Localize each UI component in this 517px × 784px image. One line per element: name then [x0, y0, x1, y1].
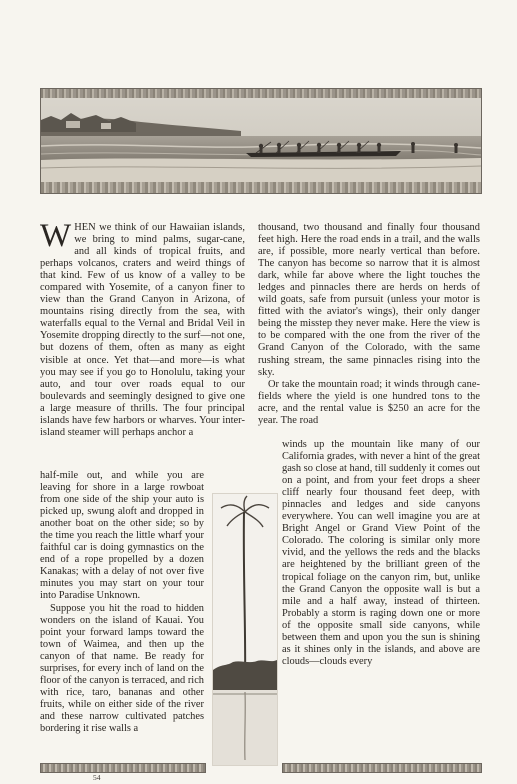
intro-paragraph: [40, 218, 245, 439]
right-paragraph-2: Or take the mountain road; it winds through cane-fields where the yield is one hundred tons to the acre, and the rental value is $250 an acre for the year. The road: [258, 378, 480, 426]
bottom-border-right: [282, 763, 482, 773]
intro-text: HEN we think of our Hawaiian islands, we bring to mind palms, sugar-cane, and all kinds of tropical fruits, and perhaps volcanos, craters and weird things of that kind. Few of us know of a valley to be compared with Yosemite, of a canyon finer to view than the Grand Canyon in Arizona, of mountains rising directly from the sea, with waterfalls equal to the Vernal and Bridal Veil in Yosemite dropping directly to the surf—not one, but dozens of them, often as many as eight visible at once. Yet that—and more—is what you may see if you go to Honolulu, taking your auto, and tour over roads equal to our boulevards and seemingly designed to give one a large measure of thrills. The four principal islands have few harbors or wharves. Your inter-island steamer will perhaps anchor a: [40, 222, 245, 438]
palm-tree-image: [213, 494, 277, 765]
page-number: 54: [93, 773, 101, 782]
drop-cap: W: [40, 218, 72, 254]
photo-border-top: [41, 89, 481, 98]
article-column-right: [258, 222, 480, 427]
left-narrow-paragraph-2: Suppose you hit the road to hidden wonders on the island of Kauai. You point your forward lamps toward the town of Waimea, and then up the canyon of that name. Be ready for surprises, for every inch of land on the floor of the canyon is terraced, and rich with rice, taro, bananas and other fruits, while on either side of the river and these narrow cultivated patches bordering it rise walls a: [40, 602, 204, 734]
beach-canoe-photo-image: [41, 98, 481, 182]
palm-tree-photo: [212, 493, 278, 766]
article-column-right-narrow: [282, 439, 480, 668]
article-column-left: [40, 218, 245, 439]
bottom-border-left: [40, 763, 206, 773]
beach-canoe-photo: [40, 88, 482, 194]
left-narrow-paragraph-1: half-mile out, and while you are leaving for shore in a large rowboat from one side of the ship your auto is picked up, swung aloft and dropped in another boat on the other side; so by the time you reach the little wharf your faithful car is doing gymnastics on the end of a rope propelled by a dozen Kanakas; with a delay of not over five minutes you may start on your tour into Paradise Unknown.: [40, 470, 204, 602]
right-paragraph-1: thousand, two thousand and finally four thousand feet high. Here the road ends in a trail, and the walls are, if possible, more nearly vertical than before. The canyon has become so narrow that it is almost dark, while far above where the light touches the ledges and pinnacles there are herds on herds of wild goats, safe from pursuit (unless your motor is fitted with the aviator's wings), their only danger being the misstep they never make. Here the view is to be compared with the one from the river of the Grand Canyon of the Colorado, with the same rushing stream, the same pinnacles rising into the sky.: [258, 222, 480, 378]
photo-border-bottom: [41, 182, 481, 193]
right-narrow-paragraph: winds up the mountain like many of our California grades, with never a hint of the great gash so close at hand, till suddenly it comes out on a point, and from your feet drops a sheer cliff nearly four thousand feet deep, with pinnacles and ledges and side canyons everywhere. You can well imagine you are at Bright Angel or Grand View Point of the Colorado. The coloring is similar only more vivid, and the yellows the reds and the blacks are heightened by the brilliant green of the tropical foliage on the canyon rim, but, unlike the Grand Canyon the opposite wall is but a mile and a half away, instead of thirteen. Probably a storm is raging down one or more of the opposite small side canyons, while between them and upon you the sun is shining as it shines only in the islands, and above are clouds—clouds every: [282, 439, 480, 667]
article-column-left-narrow: [40, 470, 204, 735]
